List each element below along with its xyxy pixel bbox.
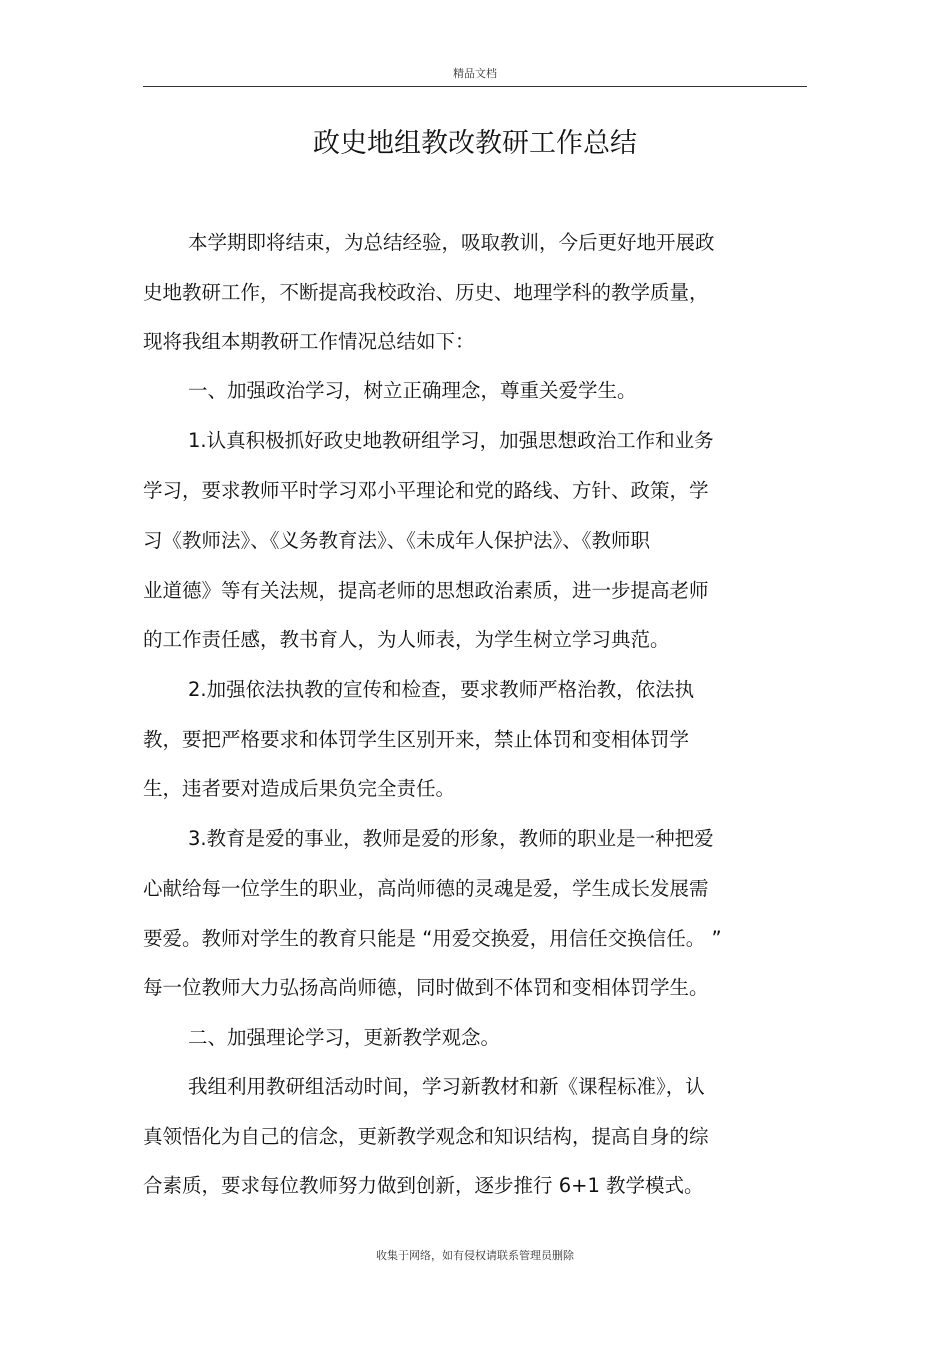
page-header (143, 62, 807, 87)
body-line: 1.认真积极抓好政史地教研组学习，加强思想政治工作和业务 (188, 429, 714, 452)
section-heading: 一、加强政治学习，树立正确理念，尊重关爱学生。 (188, 379, 637, 402)
body-line: 现将我组本期教研工作情况总结如下： (143, 330, 475, 353)
body-line: 心献给每一位学生的职业，高尚师德的灵魂是爱，学生成长发展需 (143, 877, 709, 900)
body-line: 的工作责任感，教书育人，为人师表，为学生树立学习典范。 (143, 628, 670, 651)
body-line: 史地教研工作，不断提高我校政治、历史、地理学科的教学质量， (143, 281, 709, 304)
body-line: 学习，要求教师平时学习邓小平理论和党的路线、方针、政策，学 (143, 479, 709, 502)
body-line: 生，违者要对造成后果负完全责任。 (143, 777, 456, 800)
body-line: 教，要把严格要求和体罚学生区别开来，禁止体罚和变相体罚学 (143, 728, 690, 751)
body-line: 3.教育是爱的事业，教师是爱的形象，教师的职业是一种把爱 (188, 827, 714, 850)
page-footer: 收集于网络，如有侵权请联系管理员删除 (376, 1249, 574, 1262)
document-title: 政史地组教改教研工作总结 (313, 128, 637, 159)
body-line: 本学期即将结束，为总结经验，吸取教训，今后更好地开展政 (188, 231, 715, 254)
body-line: 要爱。教师对学生的教育只能是 “用爱交换爱，用信任交换信任。 ” (143, 927, 722, 950)
header-text: 精品文档 (453, 67, 497, 80)
body-line: 习《教师法》、《义务教育法》、《未成年人保护法》、《教师职 (143, 529, 651, 552)
body-line: 2.加强依法执教的宣传和检查，要求教师严格治教，依法执 (188, 678, 695, 701)
body-line: 真领悟化为自己的信念，更新教学观念和知识结构，提高自身的综 (143, 1125, 709, 1148)
body-line: 我组利用教研组活动时间，学习新教材和新《课程标准》，认 (188, 1075, 705, 1098)
body-line: 业道德》等有关法规，提高老师的思想政治素质，进一步提高老师 (143, 579, 709, 602)
body-line: 每一位教师大力弘扬高尚师德，同时做到不体罚和变相体罚学生。 (143, 976, 709, 999)
body-line: 合素质，要求每位教师努力做到创新，逐步推行 6+1 教学模式。 (143, 1174, 704, 1197)
section-heading: 二、加强理论学习，更新教学观念。 (188, 1026, 501, 1049)
